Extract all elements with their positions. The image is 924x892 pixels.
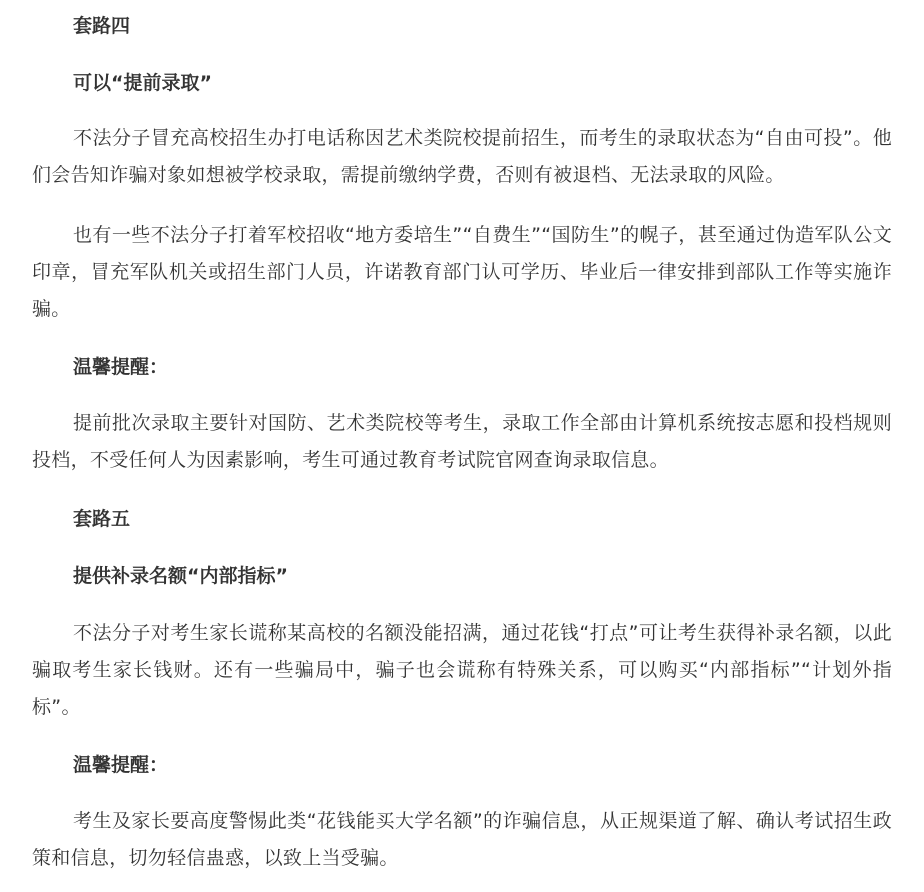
section-4-paragraph-1: 不法分子冒充高校招生办打电话称因艺术类院校提前招生，而考生的录取状态为“自由可投”。他们会告知诈骗对象如想被学校录取，需提前缴纳学费，否则有被退档、无法录取的风险。	[32, 127, 892, 186]
section-5-paragraph-1: 不法分子对考生家长谎称某高校的名额没能招满，通过花钱“打点”可让考生获得补录名额，以此骗取考生家长钱财。还有一些骗局中，骗子也会谎称有特殊关系，可以购买“内部指标”“计划外指标”。	[32, 622, 892, 718]
section-5-subtitle: 提供补录名额“内部指标”	[73, 565, 288, 587]
section-5-tip-label: 温馨提醒：	[73, 754, 169, 776]
section-4-subtitle: 可以“提前录取”	[73, 72, 212, 94]
section-4-tip-text: 提前批次录取主要针对国防、艺术类院校等考生，录取工作全部由计算机系统按志愿和投档规则投档，不受任何人为因素影响，考生可通过教育考试院官网查询录取信息。	[32, 412, 892, 471]
section-4-paragraph-2: 也有一些不法分子打着军校招收“地方委培生”“自费生”“国防生”的幌子，甚至通过伪造军队公文印章，冒充军队机关或招生部门人员，许诺教育部门认可学历、毕业后一律安排到部队工作等实施诈骗。	[32, 224, 892, 320]
section-4-tip-label: 温馨提醒：	[73, 356, 169, 378]
section-5-tip-text: 考生及家长要高度警惕此类“花钱能买大学名额”的诈骗信息，从正规渠道了解、确认考试招生政策和信息，切勿轻信蛊惑，以致上当受骗。	[32, 810, 892, 869]
section-5-title: 套路五	[73, 508, 131, 530]
section-4-title: 套路四	[73, 15, 131, 37]
